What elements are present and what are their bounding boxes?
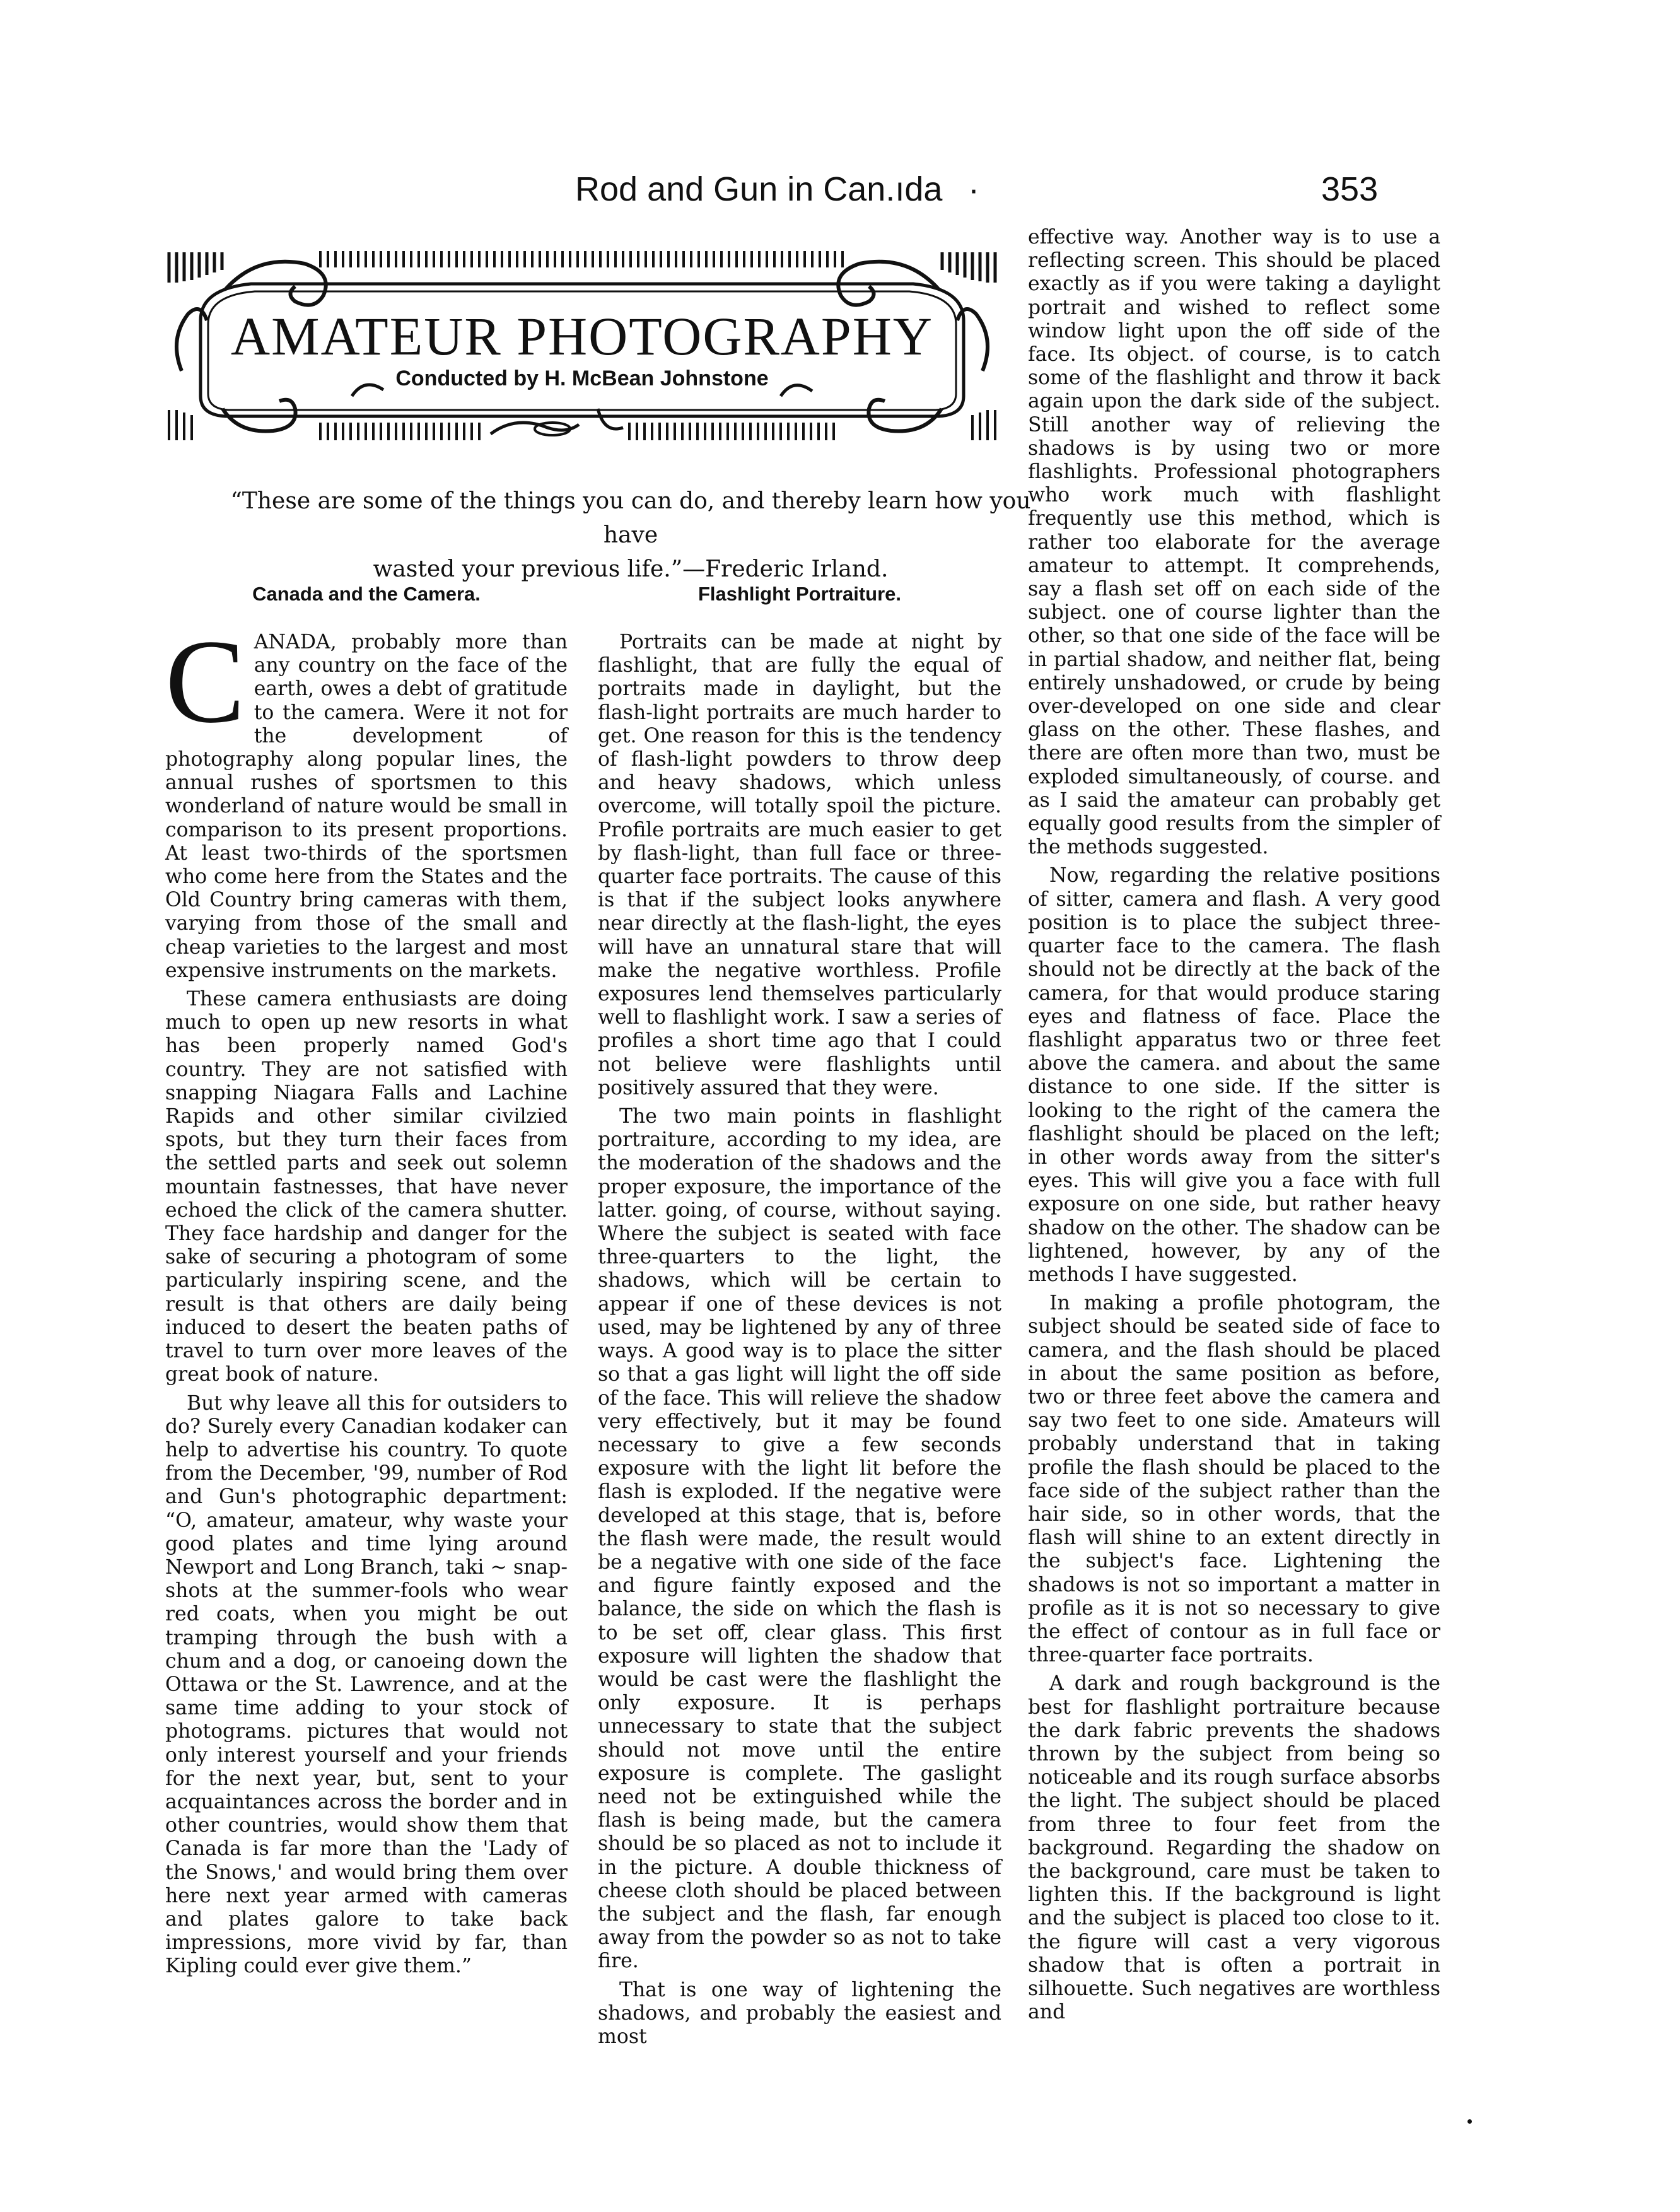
epigraph-line-1: “These are some of the things you can do, and thereby learn how you have xyxy=(230,488,1031,548)
banner-title: AMATEUR PHOTOGRAPHY xyxy=(231,306,933,366)
epigraph-line-2: wasted your previous life.”—Frederic Irland. xyxy=(373,556,889,582)
drop-cap: C xyxy=(165,616,245,748)
print-speck xyxy=(1467,2119,1472,2124)
epigraph xyxy=(227,484,1034,587)
article-paragraph: The two main points in flashlight portraiture, according to my idea, are the moderation of the shadows and the proper exposure, the importance of the latter. going, of course, without saying. Where the subject is seated with face three-quarters to the light, the shadows, which will be certain to appear if one of these devices is not used, may be lightened by any of three ways. A good way is to place the sitter so that a gas light will light the off side of the face. This will relieve the shadow very effectively, but it may be found necessary to give a few seconds exposure with the light lit before the flash is exploded. If the negative were developed at this stage, that is, before the flash were made, the result would be a negative with one side of the face and figure faintly exposed and the balance, the side on which the flash is to be set off, clear glass. This first exposure will lighten the shadow that would be cast were the flashlight the only exposure. It is perhaps unnecessary to state that the subject should not move until the entire exposure is complete. The gaslight need not be extinguished while the flash is being made, but the camera should be so placed as not to include it in the picture. A double thickness of cheese cloth should be placed between the subject and the flash, far enough away from the powder so as not to take fire. xyxy=(598,1105,1001,1973)
section-banner xyxy=(163,245,1001,447)
article-heading: Flashlight Portraiture. xyxy=(697,583,902,605)
page-number: 353 xyxy=(1321,170,1379,208)
article-paragraph: That is one way of lightening the shadows, and probably the easiest and most xyxy=(598,1978,1001,2048)
article-paragraph: But why leave all this for outsiders to do? Surely every Canadian kodaker can help to advertise his country. To quote from the December, '99, number of Rod and Gun's photographic department: “O, amateur, amateur, why waste your good plates and time lying around Newport and Long Branch, taki ~ snap-shots at the summer-fools who wear red coats, when you might be out tramping through the bush with a chum and a dog, or canoeing down the Ottawa or the St. Lawrence, and at the same time adding to your stock of photograms. pictures that would not only interest yourself and your friends for the next year, but, sent to your acquaintances across the border and in other countries, would show them that Canada is far more than the 'Lady of the Snows,' and would bring them over here next year armed with cameras and plates galore to take back impressions, more vivid by far, than Kipling could ever give them.” xyxy=(165,1391,568,1978)
article-paragraph: Portraits can be made at night by flashlight, that are fully the equal of portraits made in daylight, but the flash-light portraits are much harder to get. One reason for this is the tendency of flash-light powders to throw deep and heavy shadows, which unless overcome, will totally spoil the picture. Profile portraits are much easier to get by flash-light, than full face or three-quarter face portraits. The cause of this is that if the subject looks anywhere near directly at the flash-light, the eyes will have an unnatural stare that will make the negative worthless. Profile exposures lend themselves particularly well to flashlight work. I saw a series of profiles a short time ago that I could not believe were flashlights until positively assured that they were. xyxy=(598,631,1001,1099)
article-paragraph: These camera enthusiasts are doing much to open up new resorts in what has been properly named God's country. They are not satisfied with snapping Niagara Falls and Lachine Rapids and other similar civilzied spots, but they turn their faces from the settled parts and seek out solemn mountain fastnesses, that have never echoed the click of the camera shutter. They face hardship and danger for the sake of securing a photogram of some particularly inspiring scene, and the result is that others are daily being induced to desert the beaten paths of travel to turn over more leaves of the great book of nature. xyxy=(165,988,568,1386)
article-paragraph: CANADA, probably more than any country on the face of the earth, owes a debt of gratitude to the camera. Were it not for the development of photography along popular lines, the annual rushes of sportsmen to this wonderland of nature would be small in comparison to its present proportions. At least two-thirds of the sportsmen who come here from the States and the Old Country bring cameras with them, varying from those of the small and cheap varieties to the largest and most expensive instruments on the markets. xyxy=(165,616,568,982)
article-paragraph: In making a profile photogram, the subject should be seated side of face to camera, and the flash should be placed in about the same position as before, two or three feet above the camera and say two feet to one side. Amateurs will probably understand that in taking profile the flash should be placed to the face side of the subject rather than the hair side, so in other words, that the flash will shine to an extent directly in the subject's face. Lightening the shadows is not so important a matter in profile as it is not so necessary to give the effect of contour as in full face or three-quarter face portraits. xyxy=(1028,1292,1440,1667)
article-paragraph: effective way. Another way is to use a reflecting screen. This should be placed exactly as if you were taking a daylight portrait and wished to reflect some window light upon the off side of the face. Its object. of course, is to catch some of the flashlight and throw it back again upon the dark side of the subject. Still another way of relieving the shadows is by using two or more flashlights. Professional photographers who work much with flashlight frequently use this method, which is rather too elaborate for the average amateur to attempt. It comprehends, say a flash set off on each side of the subject. one of course lighter than the other, so that one side of the face will be in partial shadow, and neither flat, being entirely unshadowed, or crude by being over-developed on one side and clear glass on the other. These flashes, and there are often more than two, must be exploded simultaneously, of course. and as I said the amateur can probably get equally good results from the simpler of the methods suggested. xyxy=(1028,226,1440,859)
article-canada-camera xyxy=(165,580,568,1979)
article-continuation-column xyxy=(1028,226,1440,2024)
article-paragraph: A dark and rough background is the best for flashlight portraiture because the dark fabric prevents the shadows thrown by the subject from being so noticeable and its rough surface absorbs the light. The subject should be placed from three to four feet from the background. Regarding the shadow on the background, care must be taken to lighten this. If the background is light and the subject is placed too close to it. the figure will cast a very vigorous shadow that is often a portrait in silhouette. Such negatives are worthless and xyxy=(1028,1672,1440,2024)
running-title: Rod and Gun in Can.ıda xyxy=(575,170,943,208)
header-separator: · xyxy=(968,170,979,208)
article-heading: Canada and the Camera. xyxy=(252,583,481,605)
banner-byline: Conducted by H. McBean Johnstone xyxy=(395,366,769,390)
article-paragraph: Now, regarding the relative positions of sitter, camera and flash. A very good position is to place the subject three-quarter face to the camera. The flash should not be directly at the back of the camera, for that would produce staring eyes and flatness of face. Place the flashlight apparatus two or three feet above the camera. and about the same distance to one side. If the sitter is looking to the right of the camera the flashlight should be placed on the left; in other words away from the sitter's eyes. This will give you a face with full exposure on one side, but rather heavy shadow on the other. The shadow can be lightened, however, by any of the methods I have suggested. xyxy=(1028,864,1440,1286)
running-header xyxy=(568,161,1438,218)
article-flashlight-portraiture xyxy=(598,580,1001,2049)
